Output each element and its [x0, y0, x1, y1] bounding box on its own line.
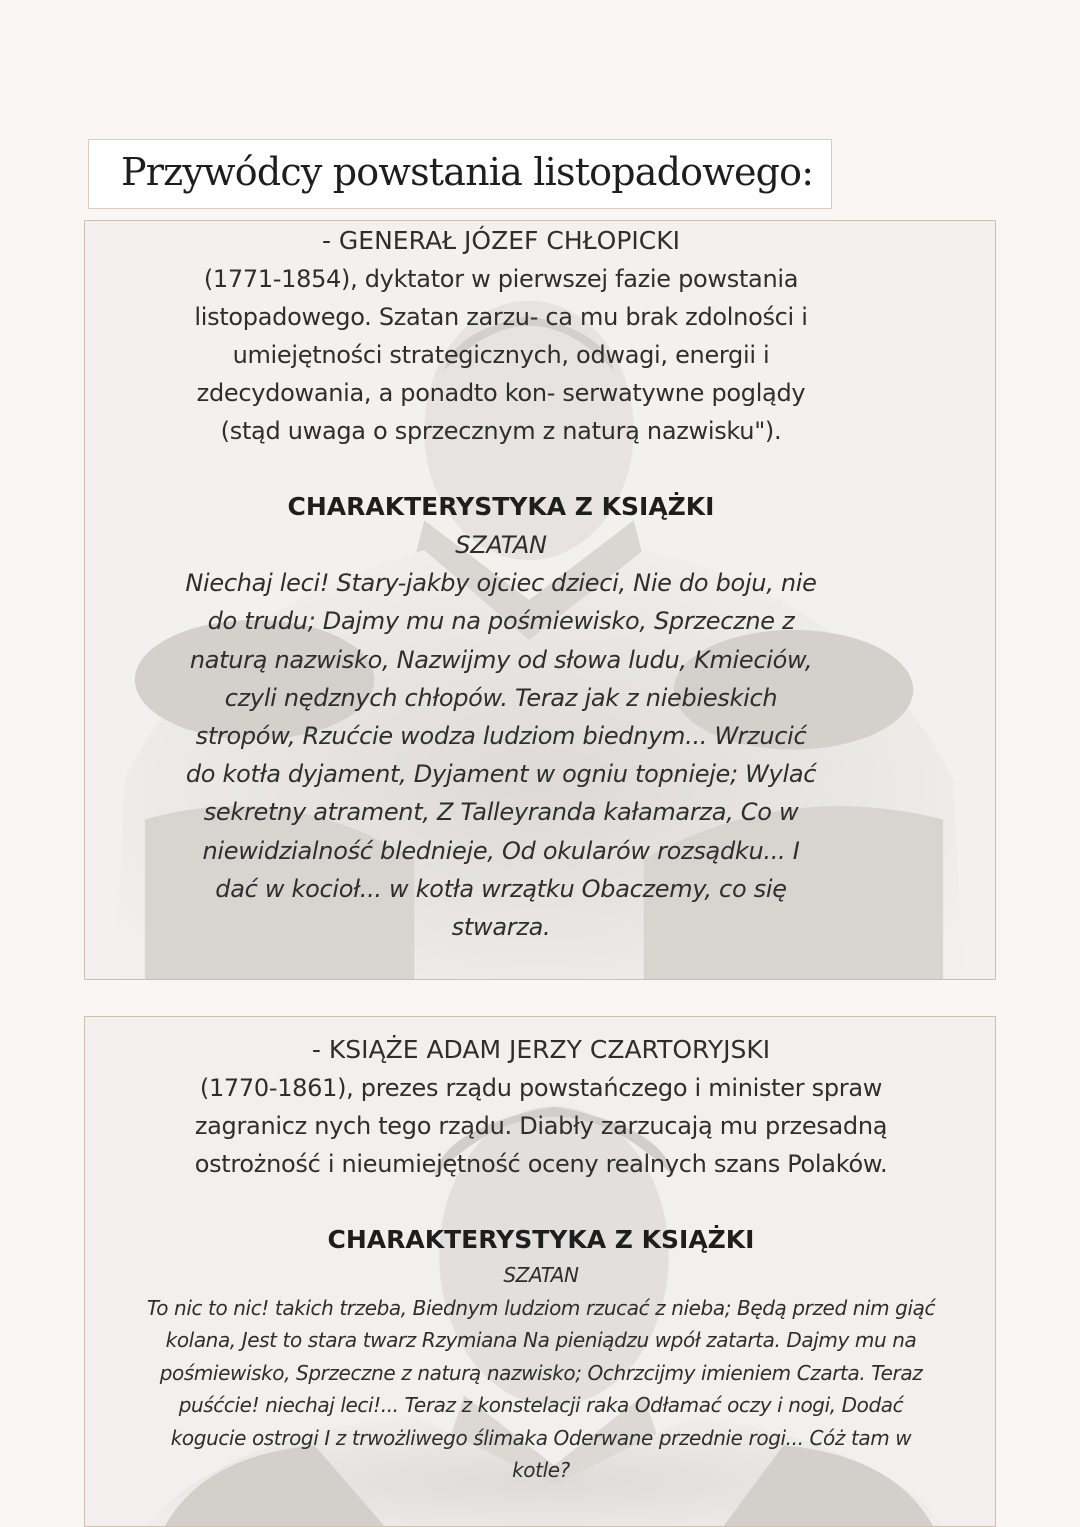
characteristics-heading: CHARAKTERYSTYKA Z KSIĄŻKI [287, 492, 715, 521]
poem-quote: To nic to nic! takich trzeba, Biednym ludziom rzucać z nieba; Będą przed nim giąć kolana, Jest to stara twarz Rzymiana Na pieniądzu wpół zatarta. Dajmy mu na pośmiewisko, Sprzeczne z naturą nazwisko; Ochrzcijmy imieniem Czarta. Teraz puśćcie! niechaj leci!... Teraz z konstelacji raka Odłamać oczy i nogi, Dodać kogucie ostrogi I z trwożliwego ślimaka Oderwane przednie rogi... Cóż tam w kotle? [146, 1295, 936, 1482]
leader-bio: (1771-1854), dyktator w pierwszej fazie powstania listopadowego. Szatan zarzu- ca mu brak zdolności i umiejętności strategicznych, odwagi, energii i zdecydowania, a ponadto kon- serwatywne poglądy (stąd uwaga o sprzecznym z naturą nazwisku"). [194, 265, 808, 445]
title-box [88, 139, 832, 209]
poem-quote: Niechaj leci! Stary-jakby ojciec dzieci, Nie do boju, nie do trudu; Dajmy mu na pośmiewisko, Sprzeczne z naturą nazwisko, Nazwijmy od słowa ludu, Kmieciów, czyli nędznych chłopów. Teraz jak z niebieskich stropów, Rzućcie wodza ludziom biednym... Wrzucić do kotła dyjament, Dyjament w ogniu topnieje; Wylać sekretny atrament, Z Talleyranda kałamarza, Co w niewidzialność blednieje, Od okularów rozsądku... I dać w kocioł... w kotła wrzątku Obaczemy, co się stwarza. [185, 569, 817, 942]
leader-bio: (1770-1861), prezes rządu powstańczego i minister spraw zagranicz nych tego rządu. Diabły zarzucają mu przesadną ostrożność i nieumiejętność oceny realnych szans Polaków. [194, 1074, 888, 1178]
leader-card-chlopicki [84, 220, 996, 980]
card-content [181, 221, 821, 946]
speaker-label: SZATAN [455, 531, 547, 559]
leader-card-czartoryski [84, 1016, 996, 1527]
card-content [141, 1017, 941, 1487]
leader-name-heading: - KSIĄŻE ADAM JERZY CZARTORYJSKI [311, 1035, 771, 1064]
speaker-label: SZATAN [503, 1263, 579, 1287]
leader-name-heading: - GENERAŁ JÓZEF CHŁOPICKI [321, 226, 681, 255]
characteristics-heading: CHARAKTERYSTYKA Z KSIĄŻKI [327, 1225, 755, 1254]
page-title: Przywódcy powstania listopadowego: [121, 150, 814, 194]
